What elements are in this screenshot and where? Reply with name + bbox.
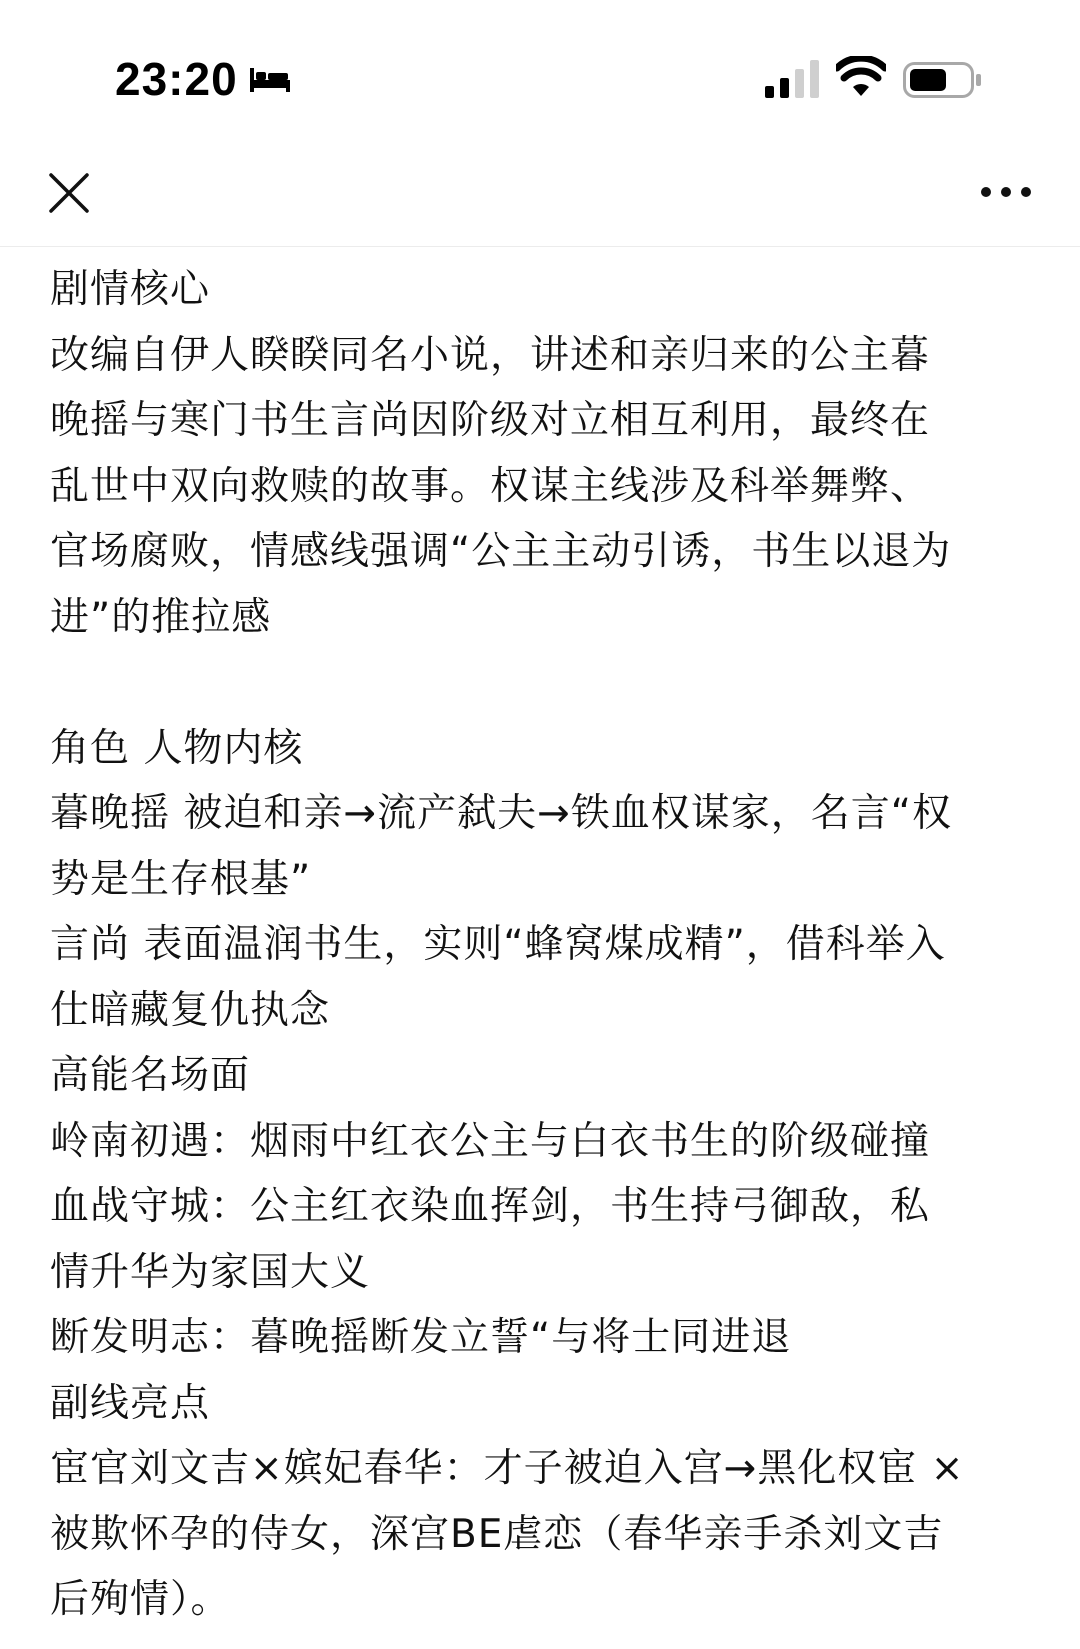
more-icon[interactable] (980, 182, 1032, 202)
text-line: 断发明志：暮晚摇断发立誓“与将士同进退 (50, 1315, 792, 1360)
status-bar (0, 0, 1080, 150)
text-line: 官场腐败，情感线强调“公主主动引诱，书生以退为 (50, 529, 952, 574)
blank-line (50, 650, 1040, 716)
text-line: 血战守城：公主红衣染血挥剑，书生持弓御敌，私 (50, 1184, 931, 1229)
text-line: 后殉情）。 (50, 1577, 231, 1622)
text-line: 被欺怀孕的侍女，深宫BE虐恋（春华亲手杀刘文吉 (50, 1511, 944, 1557)
section-heading-scenes: 高能名场面 (50, 1053, 251, 1098)
text-line: 势是生存根基” (50, 856, 312, 902)
status-time: 23:20 (115, 53, 238, 105)
text-line: 情升华为家国大义 (50, 1249, 371, 1295)
section-heading-plot: 剧情核心 (50, 267, 211, 312)
text-line: 晚摇与寒门书生言尚因阶级对立相互利用，最终在 (50, 398, 931, 443)
text-line: 乱世中双向救赎的故事。权谋主线涉及科举舞弊、 (50, 463, 931, 509)
article-content (0, 247, 1040, 1633)
nav-bar (0, 150, 1080, 247)
battery-icon (903, 62, 983, 98)
section-heading-characters: 角色 人物内核 (50, 725, 304, 771)
text-line: 岭南初遇：烟雨中红衣公主与白衣书生的阶级碰撞 (50, 1118, 931, 1164)
bed-icon (248, 64, 292, 96)
text-line: 仕暗藏复仇执念 (50, 987, 331, 1033)
text-line: 言尚 表面温润书生，实则“蜂窝煤成精”，借科举入 (50, 922, 946, 967)
close-icon[interactable] (48, 172, 90, 214)
text-line: 改编自伊人睽睽同名小说，讲述和亲归来的公主暮 (50, 332, 931, 378)
signal-icon (765, 60, 823, 98)
section-heading-subplot: 副线亮点 (50, 1380, 211, 1426)
text-line: 宦官刘文吉×嫔妃春华：才子被迫入宫→黑化权宦 × (50, 1446, 965, 1491)
text-line: 暮晚摇 被迫和亲→流产弑夫→铁血权谋家，名言“权 (50, 791, 952, 836)
text-line: 进”的推拉感 (50, 594, 272, 640)
wifi-icon (836, 56, 886, 98)
